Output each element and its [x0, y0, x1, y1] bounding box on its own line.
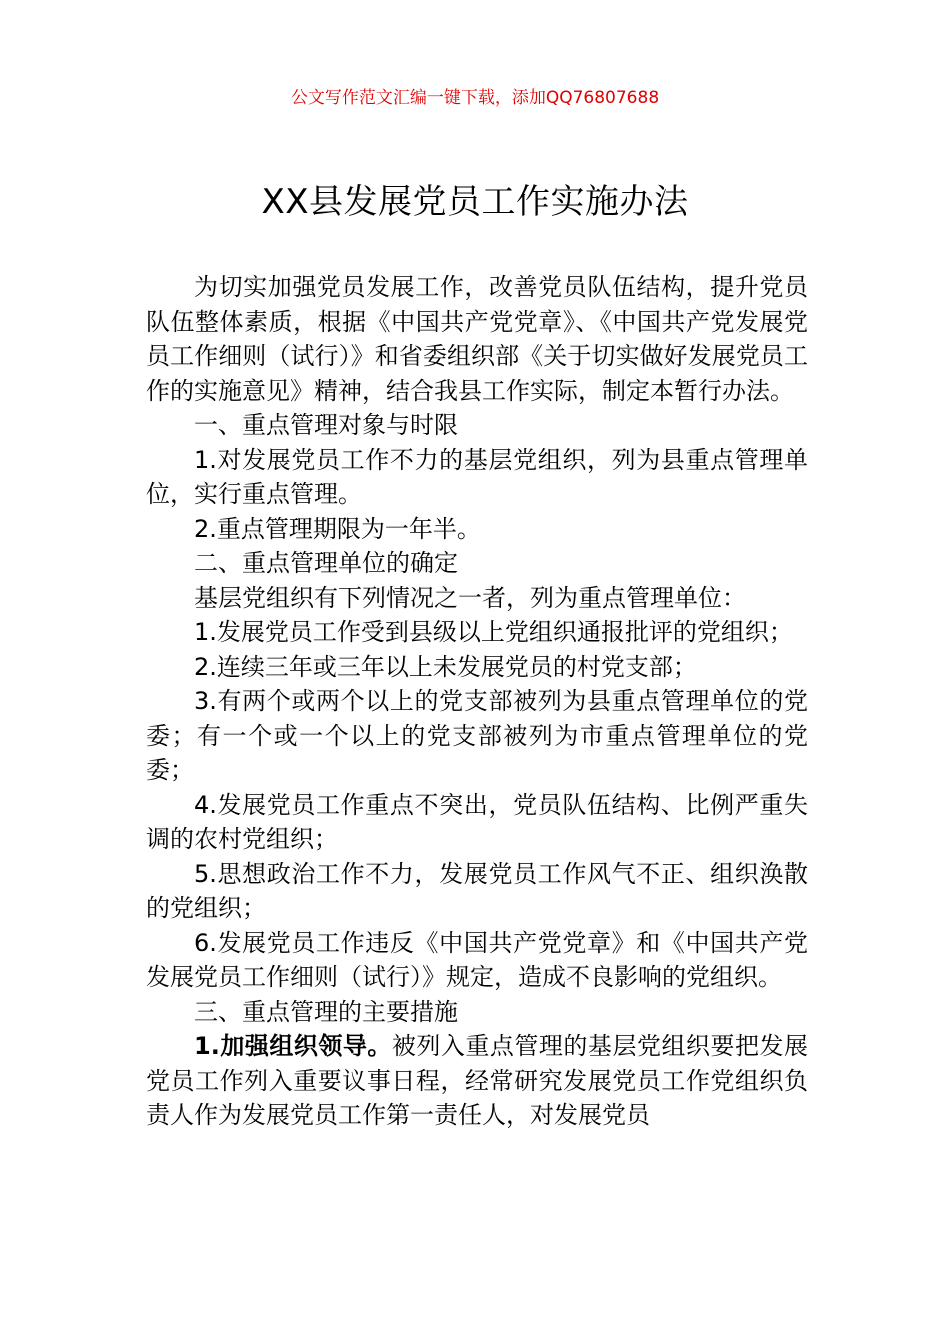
section-3-item-1-title: 1.加强组织领导。: [194, 1032, 392, 1060]
section-1-item-2: 2.重点管理期限为一年半。: [194, 514, 481, 543]
section-2-heading: 二、重点管理单位的确定: [194, 549, 458, 577]
section-2-item-1: 1.发展党员工作受到县级以上党组织通报批评的党组织；: [194, 618, 793, 646]
download-banner[interactable]: 公文写作范文汇编一键下载，添加QQ76807688: [290, 88, 660, 108]
section-1-item-1: 1.对发展党员工作不力的基层党组织，列为县重点管理单位，实行重点管理。: [146, 445, 808, 508]
section-2-lead: 基层党组织有下列情况之一者，列为重点管理单位：: [194, 583, 746, 612]
section-2-item-6: 6.发展党员工作违反《中国共产党党章》和《中国共产党发展党员工作细则（试行）》规定，造成不良影响的党组织。: [146, 928, 808, 991]
section-2-item-3: 3.有两个或两个以上的党支部被列为县重点管理单位的党委；有一个或一个以上的党支部被列为市重点管理单位的党委；: [146, 687, 808, 784]
document-body: [146, 270, 808, 1133]
section-3-item-1-text: 被列入重点管理的基层党组织要把发展党员工作列入重要议事日程，经常研究发展党员工作党组织负责人作为发展党员工作第一责任人，对发展党员: [146, 1032, 808, 1129]
document-title: XX县发展党员工作实施办法: [261, 182, 689, 222]
section-2-item-4: 4.发展党员工作重点不突出，党员队伍结构、比例严重失调的农村党组织；: [146, 790, 808, 853]
section-3-item-1: [146, 1029, 808, 1133]
section-2-item-5: 5.思想政治工作不力，发展党员工作风气不正、组织涣散的党组织；: [146, 859, 808, 922]
intro-paragraph: 为切实加强党员发展工作，改善党员队伍结构，提升党员队伍整体素质，根据《中国共产党党章》、《中国共产党发展党员工作细则（试行）》和省委组织部《关于切实做好发展党员工作的实施意见》精神，结合我县工作实际，制定本暂行办法。: [146, 273, 808, 405]
section-3-heading: 三、重点管理的主要措施: [194, 997, 458, 1026]
section-2-item-2: 2.连续三年或三年以上未发展党员的村党支部；: [194, 652, 697, 681]
section-1-heading: 一、重点管理对象与时限: [194, 411, 458, 439]
